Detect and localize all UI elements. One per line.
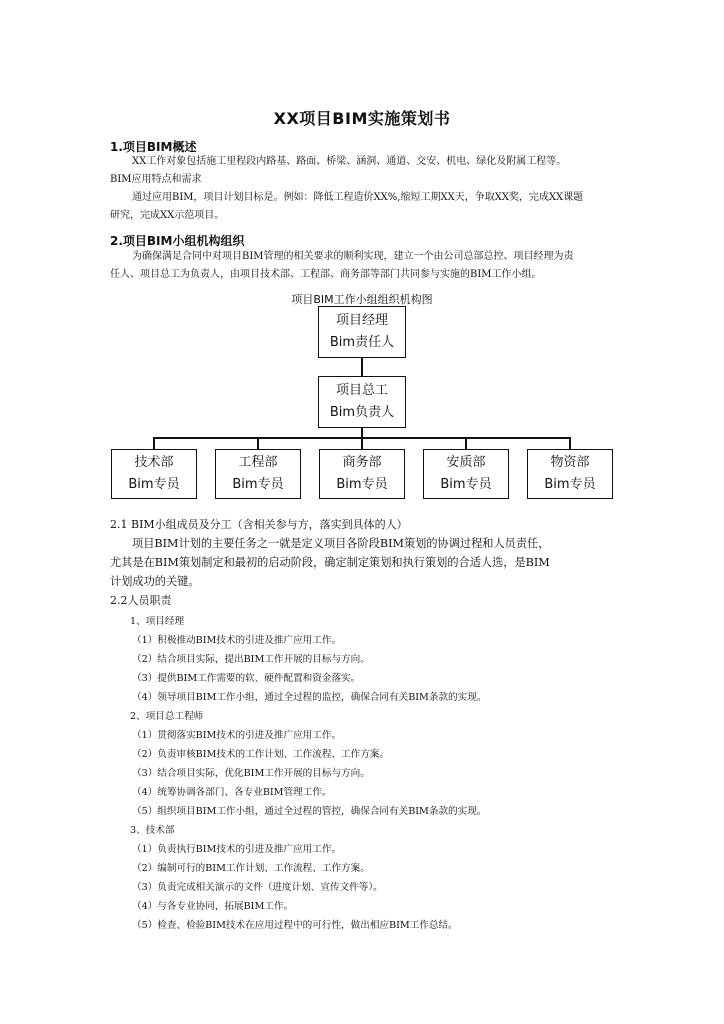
section-2-line-1: 为确保满足合同中对项目BIM管理的相关要求的顺利实现，建立一个由公司总部总控、项目经理为责 — [132, 251, 574, 262]
org-box-title: 项目经理 — [335, 313, 388, 328]
org-box-chief — [318, 376, 406, 428]
role-heading: 1、项目经理 — [130, 616, 185, 627]
org-box-title: 技术部 — [134, 455, 174, 470]
org-box-title: 物资部 — [550, 455, 590, 470]
role-heading: 3、技术部 — [130, 825, 175, 836]
section-2-1-line-3: 计划成功的关键。 — [110, 575, 200, 588]
section-2-line-2: 任人、项目总工为负责人，由项目技术部、工程部、商务部等部门共同参与实施的BIM工作小组。 — [110, 269, 542, 280]
section-2-2-heading: 2.2人员职责 — [110, 594, 172, 607]
list-item: （5）检查、检验BIM技术在应用过程中的可行性，做出相应BIM工作总结。 — [132, 920, 458, 931]
org-connector — [361, 437, 363, 449]
org-box-department — [319, 449, 405, 499]
document-title: XX项目BIM实施策划书 — [273, 109, 451, 128]
org-box-title: 工程部 — [238, 455, 278, 470]
org-box-manager — [318, 306, 406, 358]
list-item: （3）提供BIM工作需要的软、硬件配置和资金落实。 — [132, 673, 361, 684]
org-box-role: Bim专员 — [336, 477, 388, 492]
list-item: （4）与各专业协同，拓展BIM工作。 — [132, 901, 294, 912]
list-item: （2）负责审核BIM技术的工作计划、工作流程、工作方案。 — [132, 749, 390, 760]
org-box-department — [111, 449, 197, 499]
role-heading: 2、项目总工程师 — [130, 711, 204, 722]
org-box-role: Bim负责人 — [329, 405, 395, 420]
org-connector — [153, 437, 155, 449]
org-box-department — [215, 449, 301, 499]
org-box-title: 项目总工 — [335, 383, 388, 398]
org-chart-caption: 项目BIM工作小组组织机构图 — [291, 293, 433, 306]
org-box-role: Bim专员 — [440, 477, 492, 492]
list-item: （2）编制可行的BIM工作计划、工作流程、工作方案。 — [132, 863, 370, 874]
list-item: （3）负责完成相关演示的文件（进度计划、宣传文件等）。 — [132, 882, 383, 893]
org-box-role: Bim责任人 — [329, 335, 395, 350]
list-item: （4）领导项目BIM工作小组，通过全过程的监控，确保合同有关BIM条款的实现。 — [132, 692, 487, 703]
org-box-role: Bim专员 — [128, 477, 180, 492]
section-2-1-heading: 2.1 BIM小组成员及分工（含相关参与方，落实到具体的人） — [110, 518, 408, 531]
org-box-department — [527, 449, 613, 499]
org-box-title: 安质部 — [446, 455, 486, 470]
section-1-heading: 1.项目BIM概述 — [110, 140, 197, 154]
org-connector — [465, 437, 467, 449]
list-item: （1）积极推动BIM技术的引进及推广应用工作。 — [132, 635, 342, 646]
org-connector — [361, 358, 363, 376]
list-item: （3）结合项目实际，优化BIM工作开展的目标与方向。 — [132, 768, 370, 779]
org-box-role: Bim专员 — [232, 477, 284, 492]
section-1-line-3: 通过应用BIM，项目计划目标是。例如：降低工程造价XX%,缩短工期XX天，争取XX奖，完成XX课题 — [132, 192, 584, 203]
section-1-line-4: 研究，完成XX示范项目。 — [110, 210, 225, 221]
section-1-line-2: BIM应用特点和需求 — [110, 174, 202, 185]
section-1-line-1: XX工作对象包括施工里程段内路基、路面、桥梁、涵洞、通道、交安、机电、绿化及附属工程等。 — [132, 156, 567, 167]
org-box-title: 商务部 — [342, 455, 382, 470]
org-box-department — [423, 449, 509, 499]
org-box-role: Bim专员 — [544, 477, 596, 492]
list-item: （5）组织项目BIM工作小组，通过全过程的管控，确保合同有关BIM条款的实现。 — [132, 806, 487, 817]
list-item: （4）统筹协调各部门、各专业BIM管理工作。 — [132, 787, 332, 798]
org-connector — [257, 437, 259, 449]
section-2-1-line-1: 项目BIM计划的主要任务之一就是定义项目各阶段BIM策划的协调过程和人员责任， — [132, 537, 550, 550]
org-connector — [569, 437, 571, 449]
list-item: （1）贯彻落实BIM技术的引进及推广应用工作。 — [132, 730, 342, 741]
list-item: （2）结合项目实际，提出BIM工作开展的目标与方向。 — [132, 654, 370, 665]
list-item: （1）负责执行BIM技术的引进及推广应用工作。 — [132, 844, 342, 855]
section-2-1-line-2: 尤其是在BIM策划制定和最初的启动阶段，确定制定策划和执行策划的合适人选，是BIM — [110, 556, 550, 569]
section-2-heading: 2.项目BIM小组机构组织 — [110, 234, 245, 248]
